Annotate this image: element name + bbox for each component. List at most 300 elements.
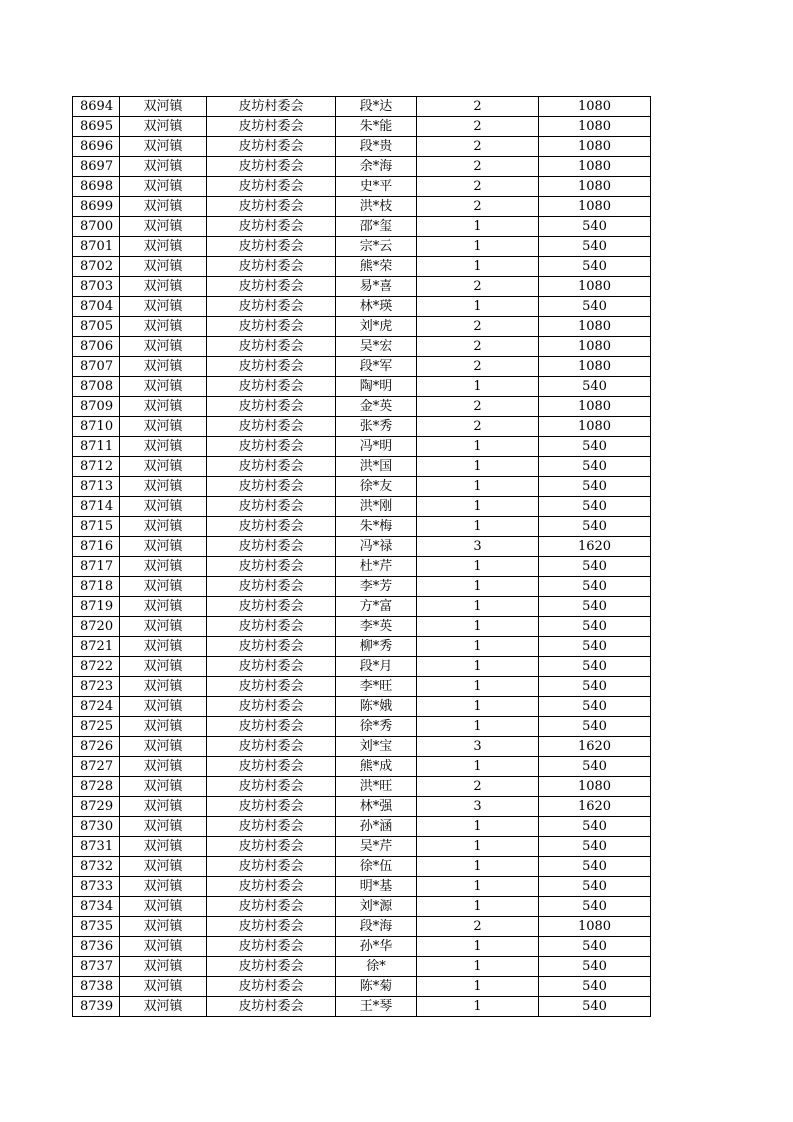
table-row xyxy=(73,917,651,937)
count-cell: 1 xyxy=(417,677,539,697)
table-row xyxy=(73,157,651,177)
table-row xyxy=(73,497,651,517)
amount-cell: 540 xyxy=(539,617,651,637)
row-number-cell: 8698 xyxy=(73,177,120,197)
name-cell: 段*月 xyxy=(336,657,417,677)
row-number-cell: 8723 xyxy=(73,677,120,697)
row-number-cell: 8704 xyxy=(73,297,120,317)
amount-cell: 540 xyxy=(539,957,651,977)
name-cell: 段*军 xyxy=(336,357,417,377)
town-cell: 双河镇 xyxy=(120,977,207,997)
table-row xyxy=(73,877,651,897)
name-cell: 陈*菊 xyxy=(336,977,417,997)
row-number-cell: 8736 xyxy=(73,937,120,957)
amount-cell: 540 xyxy=(539,977,651,997)
table-row xyxy=(73,537,651,557)
amount-cell: 540 xyxy=(539,477,651,497)
village-committee-cell: 皮坊村委会 xyxy=(207,597,336,617)
table-row xyxy=(73,257,651,277)
name-cell: 李*英 xyxy=(336,617,417,637)
name-cell: 宗*云 xyxy=(336,237,417,257)
village-committee-cell: 皮坊村委会 xyxy=(207,197,336,217)
count-cell: 1 xyxy=(417,497,539,517)
table-row xyxy=(73,477,651,497)
table-body xyxy=(73,97,651,1017)
table-row xyxy=(73,517,651,537)
town-cell: 双河镇 xyxy=(120,237,207,257)
amount-cell: 540 xyxy=(539,717,651,737)
name-cell: 洪*旺 xyxy=(336,777,417,797)
row-number-cell: 8716 xyxy=(73,537,120,557)
town-cell: 双河镇 xyxy=(120,417,207,437)
amount-cell: 540 xyxy=(539,637,651,657)
count-cell: 1 xyxy=(417,717,539,737)
name-cell: 冯*禄 xyxy=(336,537,417,557)
town-cell: 双河镇 xyxy=(120,697,207,717)
amount-cell: 540 xyxy=(539,997,651,1017)
town-cell: 双河镇 xyxy=(120,937,207,957)
amount-cell: 540 xyxy=(539,837,651,857)
village-committee-cell: 皮坊村委会 xyxy=(207,317,336,337)
town-cell: 双河镇 xyxy=(120,537,207,557)
count-cell: 2 xyxy=(417,777,539,797)
town-cell: 双河镇 xyxy=(120,897,207,917)
town-cell: 双河镇 xyxy=(120,157,207,177)
count-cell: 1 xyxy=(417,837,539,857)
amount-cell: 1080 xyxy=(539,277,651,297)
count-cell: 1 xyxy=(417,557,539,577)
row-number-cell: 8717 xyxy=(73,557,120,577)
count-cell: 3 xyxy=(417,797,539,817)
name-cell: 徐*伍 xyxy=(336,857,417,877)
name-cell: 吴*宏 xyxy=(336,337,417,357)
village-committee-cell: 皮坊村委会 xyxy=(207,237,336,257)
table-row xyxy=(73,577,651,597)
count-cell: 1 xyxy=(417,577,539,597)
town-cell: 双河镇 xyxy=(120,737,207,757)
count-cell: 1 xyxy=(417,437,539,457)
town-cell: 双河镇 xyxy=(120,677,207,697)
amount-cell: 1080 xyxy=(539,397,651,417)
count-cell: 1 xyxy=(417,857,539,877)
row-number-cell: 8697 xyxy=(73,157,120,177)
amount-cell: 1080 xyxy=(539,117,651,137)
amount-cell: 540 xyxy=(539,937,651,957)
table-row xyxy=(73,357,651,377)
table-row xyxy=(73,717,651,737)
village-committee-cell: 皮坊村委会 xyxy=(207,517,336,537)
name-cell: 徐*秀 xyxy=(336,717,417,737)
row-number-cell: 8705 xyxy=(73,317,120,337)
name-cell: 史*平 xyxy=(336,177,417,197)
amount-cell: 540 xyxy=(539,817,651,837)
village-committee-cell: 皮坊村委会 xyxy=(207,497,336,517)
count-cell: 1 xyxy=(417,477,539,497)
name-cell: 刘*源 xyxy=(336,897,417,917)
table-row xyxy=(73,117,651,137)
village-committee-cell: 皮坊村委会 xyxy=(207,917,336,937)
table-row xyxy=(73,777,651,797)
village-committee-cell: 皮坊村委会 xyxy=(207,957,336,977)
row-number-cell: 8699 xyxy=(73,197,120,217)
data-table xyxy=(72,96,651,1017)
table-row xyxy=(73,197,651,217)
town-cell: 双河镇 xyxy=(120,597,207,617)
table-row xyxy=(73,437,651,457)
table-row xyxy=(73,377,651,397)
name-cell: 刘*宝 xyxy=(336,737,417,757)
row-number-cell: 8701 xyxy=(73,237,120,257)
village-committee-cell: 皮坊村委会 xyxy=(207,817,336,837)
row-number-cell: 8706 xyxy=(73,337,120,357)
row-number-cell: 8694 xyxy=(73,97,120,117)
village-committee-cell: 皮坊村委会 xyxy=(207,777,336,797)
table-row xyxy=(73,757,651,777)
amount-cell: 1080 xyxy=(539,137,651,157)
row-number-cell: 8700 xyxy=(73,217,120,237)
count-cell: 1 xyxy=(417,997,539,1017)
amount-cell: 540 xyxy=(539,217,651,237)
name-cell: 张*秀 xyxy=(336,417,417,437)
count-cell: 2 xyxy=(417,277,539,297)
village-committee-cell: 皮坊村委会 xyxy=(207,637,336,657)
row-number-cell: 8733 xyxy=(73,877,120,897)
table-row xyxy=(73,677,651,697)
count-cell: 1 xyxy=(417,637,539,657)
town-cell: 双河镇 xyxy=(120,397,207,417)
row-number-cell: 8728 xyxy=(73,777,120,797)
town-cell: 双河镇 xyxy=(120,357,207,377)
count-cell: 1 xyxy=(417,977,539,997)
name-cell: 段*贵 xyxy=(336,137,417,157)
village-committee-cell: 皮坊村委会 xyxy=(207,177,336,197)
table-row xyxy=(73,857,651,877)
row-number-cell: 8710 xyxy=(73,417,120,437)
row-number-cell: 8708 xyxy=(73,377,120,397)
amount-cell: 1080 xyxy=(539,317,651,337)
amount-cell: 1080 xyxy=(539,777,651,797)
amount-cell: 540 xyxy=(539,897,651,917)
town-cell: 双河镇 xyxy=(120,817,207,837)
amount-cell: 540 xyxy=(539,757,651,777)
table-row xyxy=(73,837,651,857)
town-cell: 双河镇 xyxy=(120,457,207,477)
amount-cell: 1080 xyxy=(539,357,651,377)
amount-cell: 540 xyxy=(539,237,651,257)
name-cell: 李*旺 xyxy=(336,677,417,697)
amount-cell: 1080 xyxy=(539,417,651,437)
row-number-cell: 8721 xyxy=(73,637,120,657)
amount-cell: 540 xyxy=(539,697,651,717)
name-cell: 邵*玺 xyxy=(336,217,417,237)
village-committee-cell: 皮坊村委会 xyxy=(207,977,336,997)
town-cell: 双河镇 xyxy=(120,917,207,937)
village-committee-cell: 皮坊村委会 xyxy=(207,677,336,697)
village-committee-cell: 皮坊村委会 xyxy=(207,657,336,677)
amount-cell: 540 xyxy=(539,877,651,897)
village-committee-cell: 皮坊村委会 xyxy=(207,277,336,297)
table-row xyxy=(73,277,651,297)
amount-cell: 540 xyxy=(539,257,651,277)
amount-cell: 1080 xyxy=(539,197,651,217)
count-cell: 2 xyxy=(417,97,539,117)
count-cell: 1 xyxy=(417,657,539,677)
town-cell: 双河镇 xyxy=(120,437,207,457)
town-cell: 双河镇 xyxy=(120,757,207,777)
town-cell: 双河镇 xyxy=(120,377,207,397)
table-row xyxy=(73,737,651,757)
name-cell: 洪*枝 xyxy=(336,197,417,217)
count-cell: 1 xyxy=(417,597,539,617)
row-number-cell: 8719 xyxy=(73,597,120,617)
name-cell: 方*富 xyxy=(336,597,417,617)
name-cell: 朱*梅 xyxy=(336,517,417,537)
amount-cell: 540 xyxy=(539,657,651,677)
village-committee-cell: 皮坊村委会 xyxy=(207,837,336,857)
count-cell: 1 xyxy=(417,817,539,837)
count-cell: 2 xyxy=(417,177,539,197)
row-number-cell: 8696 xyxy=(73,137,120,157)
name-cell: 朱*能 xyxy=(336,117,417,137)
count-cell: 1 xyxy=(417,617,539,637)
count-cell: 2 xyxy=(417,197,539,217)
count-cell: 2 xyxy=(417,357,539,377)
amount-cell: 540 xyxy=(539,497,651,517)
name-cell: 洪*国 xyxy=(336,457,417,477)
name-cell: 孙*华 xyxy=(336,937,417,957)
amount-cell: 540 xyxy=(539,577,651,597)
village-committee-cell: 皮坊村委会 xyxy=(207,897,336,917)
table-row xyxy=(73,317,651,337)
name-cell: 段*达 xyxy=(336,97,417,117)
village-committee-cell: 皮坊村委会 xyxy=(207,877,336,897)
town-cell: 双河镇 xyxy=(120,657,207,677)
row-number-cell: 8726 xyxy=(73,737,120,757)
name-cell: 林*强 xyxy=(336,797,417,817)
row-number-cell: 8734 xyxy=(73,897,120,917)
table-row xyxy=(73,897,651,917)
village-committee-cell: 皮坊村委会 xyxy=(207,617,336,637)
amount-cell: 1620 xyxy=(539,737,651,757)
village-committee-cell: 皮坊村委会 xyxy=(207,857,336,877)
village-committee-cell: 皮坊村委会 xyxy=(207,937,336,957)
amount-cell: 540 xyxy=(539,457,651,477)
village-committee-cell: 皮坊村委会 xyxy=(207,737,336,757)
table-row xyxy=(73,457,651,477)
village-committee-cell: 皮坊村委会 xyxy=(207,997,336,1017)
count-cell: 2 xyxy=(417,317,539,337)
row-number-cell: 8702 xyxy=(73,257,120,277)
count-cell: 1 xyxy=(417,297,539,317)
town-cell: 双河镇 xyxy=(120,277,207,297)
amount-cell: 540 xyxy=(539,677,651,697)
count-cell: 3 xyxy=(417,737,539,757)
village-committee-cell: 皮坊村委会 xyxy=(207,537,336,557)
name-cell: 王*琴 xyxy=(336,997,417,1017)
count-cell: 1 xyxy=(417,217,539,237)
amount-cell: 1620 xyxy=(539,797,651,817)
town-cell: 双河镇 xyxy=(120,797,207,817)
town-cell: 双河镇 xyxy=(120,517,207,537)
village-committee-cell: 皮坊村委会 xyxy=(207,217,336,237)
count-cell: 2 xyxy=(417,417,539,437)
name-cell: 陶*明 xyxy=(336,377,417,397)
table-row xyxy=(73,817,651,837)
amount-cell: 540 xyxy=(539,597,651,617)
town-cell: 双河镇 xyxy=(120,137,207,157)
name-cell: 熊*荣 xyxy=(336,257,417,277)
row-number-cell: 8707 xyxy=(73,357,120,377)
village-committee-cell: 皮坊村委会 xyxy=(207,297,336,317)
table-row xyxy=(73,337,651,357)
town-cell: 双河镇 xyxy=(120,957,207,977)
town-cell: 双河镇 xyxy=(120,997,207,1017)
town-cell: 双河镇 xyxy=(120,197,207,217)
name-cell: 明*基 xyxy=(336,877,417,897)
town-cell: 双河镇 xyxy=(120,317,207,337)
row-number-cell: 8725 xyxy=(73,717,120,737)
row-number-cell: 8730 xyxy=(73,817,120,837)
count-cell: 1 xyxy=(417,517,539,537)
count-cell: 1 xyxy=(417,957,539,977)
table-row xyxy=(73,97,651,117)
row-number-cell: 8720 xyxy=(73,617,120,637)
table-row xyxy=(73,957,651,977)
name-cell: 李*芳 xyxy=(336,577,417,597)
count-cell: 1 xyxy=(417,237,539,257)
table-row xyxy=(73,617,651,637)
table-row xyxy=(73,217,651,237)
name-cell: 刘*虎 xyxy=(336,317,417,337)
amount-cell: 540 xyxy=(539,857,651,877)
count-cell: 2 xyxy=(417,337,539,357)
name-cell: 洪*刚 xyxy=(336,497,417,517)
row-number-cell: 8712 xyxy=(73,457,120,477)
name-cell: 余*海 xyxy=(336,157,417,177)
name-cell: 林*瑛 xyxy=(336,297,417,317)
village-committee-cell: 皮坊村委会 xyxy=(207,417,336,437)
row-number-cell: 8715 xyxy=(73,517,120,537)
row-number-cell: 8718 xyxy=(73,577,120,597)
name-cell: 徐*友 xyxy=(336,477,417,497)
count-cell: 2 xyxy=(417,137,539,157)
row-number-cell: 8727 xyxy=(73,757,120,777)
name-cell: 杜*芹 xyxy=(336,557,417,577)
table-row xyxy=(73,697,651,717)
table-row xyxy=(73,177,651,197)
table-row xyxy=(73,417,651,437)
table-row xyxy=(73,937,651,957)
table-row xyxy=(73,597,651,617)
count-cell: 1 xyxy=(417,937,539,957)
town-cell: 双河镇 xyxy=(120,557,207,577)
name-cell: 孙*涵 xyxy=(336,817,417,837)
name-cell: 熊*成 xyxy=(336,757,417,777)
town-cell: 双河镇 xyxy=(120,177,207,197)
town-cell: 双河镇 xyxy=(120,577,207,597)
row-number-cell: 8713 xyxy=(73,477,120,497)
amount-cell: 1620 xyxy=(539,537,651,557)
table-row xyxy=(73,557,651,577)
village-committee-cell: 皮坊村委会 xyxy=(207,757,336,777)
name-cell: 易*喜 xyxy=(336,277,417,297)
row-number-cell: 8703 xyxy=(73,277,120,297)
table-row xyxy=(73,137,651,157)
row-number-cell: 8732 xyxy=(73,857,120,877)
table-row xyxy=(73,637,651,657)
name-cell: 段*海 xyxy=(336,917,417,937)
amount-cell: 540 xyxy=(539,437,651,457)
village-committee-cell: 皮坊村委会 xyxy=(207,257,336,277)
town-cell: 双河镇 xyxy=(120,777,207,797)
table-row xyxy=(73,297,651,317)
count-cell: 2 xyxy=(417,157,539,177)
count-cell: 2 xyxy=(417,917,539,937)
row-number-cell: 8709 xyxy=(73,397,120,417)
village-committee-cell: 皮坊村委会 xyxy=(207,557,336,577)
row-number-cell: 8737 xyxy=(73,957,120,977)
village-committee-cell: 皮坊村委会 xyxy=(207,797,336,817)
village-committee-cell: 皮坊村委会 xyxy=(207,717,336,737)
row-number-cell: 8739 xyxy=(73,997,120,1017)
row-number-cell: 8729 xyxy=(73,797,120,817)
row-number-cell: 8731 xyxy=(73,837,120,857)
name-cell: 陈*娥 xyxy=(336,697,417,717)
town-cell: 双河镇 xyxy=(120,857,207,877)
village-committee-cell: 皮坊村委会 xyxy=(207,457,336,477)
row-number-cell: 8724 xyxy=(73,697,120,717)
village-committee-cell: 皮坊村委会 xyxy=(207,357,336,377)
village-committee-cell: 皮坊村委会 xyxy=(207,337,336,357)
name-cell: 金*英 xyxy=(336,397,417,417)
village-committee-cell: 皮坊村委会 xyxy=(207,117,336,137)
count-cell: 1 xyxy=(417,897,539,917)
town-cell: 双河镇 xyxy=(120,337,207,357)
count-cell: 1 xyxy=(417,697,539,717)
amount-cell: 1080 xyxy=(539,97,651,117)
town-cell: 双河镇 xyxy=(120,497,207,517)
count-cell: 1 xyxy=(417,257,539,277)
town-cell: 双河镇 xyxy=(120,717,207,737)
town-cell: 双河镇 xyxy=(120,257,207,277)
village-committee-cell: 皮坊村委会 xyxy=(207,697,336,717)
town-cell: 双河镇 xyxy=(120,297,207,317)
count-cell: 1 xyxy=(417,457,539,477)
name-cell: 吴*芹 xyxy=(336,837,417,857)
amount-cell: 540 xyxy=(539,377,651,397)
village-committee-cell: 皮坊村委会 xyxy=(207,437,336,457)
count-cell: 1 xyxy=(417,377,539,397)
row-number-cell: 8695 xyxy=(73,117,120,137)
village-committee-cell: 皮坊村委会 xyxy=(207,137,336,157)
town-cell: 双河镇 xyxy=(120,617,207,637)
row-number-cell: 8738 xyxy=(73,977,120,997)
town-cell: 双河镇 xyxy=(120,117,207,137)
row-number-cell: 8722 xyxy=(73,657,120,677)
name-cell: 柳*秀 xyxy=(336,637,417,657)
amount-cell: 540 xyxy=(539,297,651,317)
table-row xyxy=(73,657,651,677)
town-cell: 双河镇 xyxy=(120,837,207,857)
town-cell: 双河镇 xyxy=(120,637,207,657)
count-cell: 2 xyxy=(417,117,539,137)
count-cell: 1 xyxy=(417,877,539,897)
table-row xyxy=(73,977,651,997)
village-committee-cell: 皮坊村委会 xyxy=(207,477,336,497)
amount-cell: 1080 xyxy=(539,337,651,357)
row-number-cell: 8711 xyxy=(73,437,120,457)
village-committee-cell: 皮坊村委会 xyxy=(207,97,336,117)
